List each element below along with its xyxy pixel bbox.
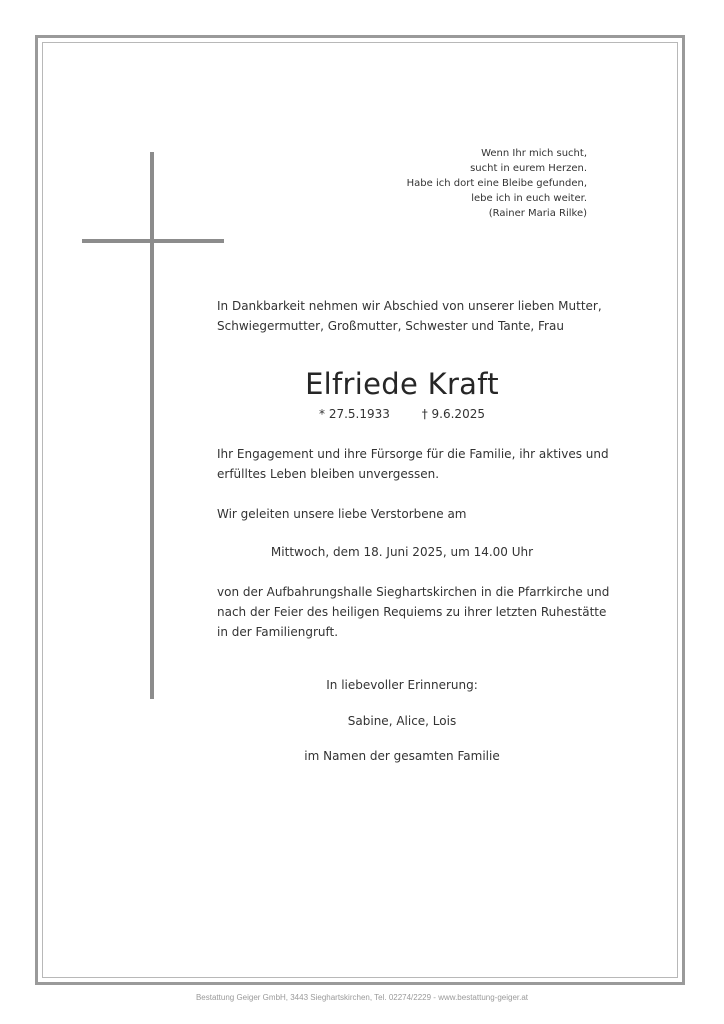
- birth-date: * 27.5.1933: [319, 407, 390, 421]
- deceased-name: Elfriede Kraft: [305, 367, 499, 401]
- cross-icon: [150, 152, 154, 699]
- poem-quote: [327, 146, 587, 221]
- procession-line: nach der Feier des heiligen Requiems zu ihrer letzten Ruhestätte: [217, 605, 607, 619]
- escort-text: [217, 504, 597, 524]
- quote-author: (Rainer Maria Rilke): [488, 208, 587, 219]
- tribute-text: [217, 444, 609, 484]
- procession-line: in der Familiengruft.: [217, 625, 339, 639]
- intro-line: Schwiegermutter, Großmutter, Schwester und Tante, Frau: [217, 319, 564, 333]
- escort-line: Wir geleiten unsere liebe Verstorbene am: [217, 507, 467, 521]
- intro-text: [217, 296, 602, 336]
- memory-text: In liebevoller Erinnerung:: [326, 678, 478, 692]
- life-dates: [217, 406, 587, 422]
- quote-line: lebe ich in euch weiter.: [471, 193, 587, 204]
- tribute-line: erfülltes Leben bleiben unvergessen.: [217, 467, 440, 481]
- procession-text: [217, 582, 610, 642]
- quote-line: Habe ich dort eine Bleibe gefunden,: [406, 178, 587, 189]
- procession-line: von der Aufbahrungshalle Sieghartskirchen in die Pfarrkirche und: [217, 585, 610, 599]
- intro-line: In Dankbarkeit nehmen wir Abschied von unserer lieben Mutter,: [217, 299, 602, 313]
- footer-imprint: Bestattung Geiger GmbH, 3443 Sieghartskirchen, Tel. 02274/2229 - www.bestattung-geiger.at: [195, 993, 529, 1002]
- death-date: † 9.6.2025: [421, 407, 485, 421]
- cross-icon-bar: [82, 239, 224, 243]
- quote-line: Wenn Ihr mich sucht,: [481, 148, 587, 159]
- ceremony-date: Mittwoch, dem 18. Juni 2025, um 14.00 Uhr: [270, 545, 534, 559]
- mourner-names: Sabine, Alice, Lois: [347, 714, 457, 728]
- family-text: im Namen der gesamten Familie: [304, 749, 500, 763]
- quote-line: sucht in eurem Herzen.: [470, 163, 587, 174]
- tribute-line: Ihr Engagement und ihre Fürsorge für die Familie, ihr aktives und: [217, 447, 609, 461]
